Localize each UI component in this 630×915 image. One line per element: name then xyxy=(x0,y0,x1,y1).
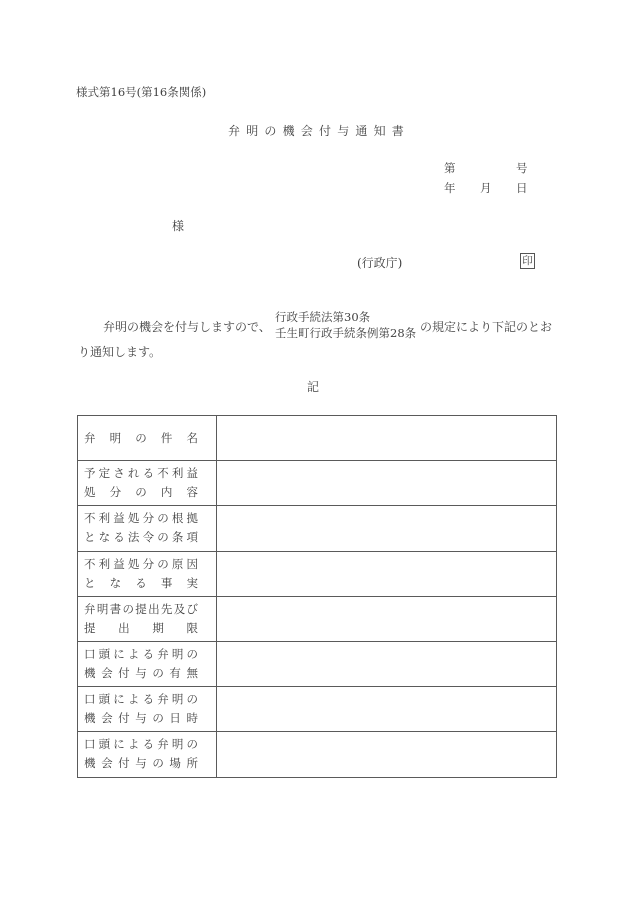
body-text-continuation: の規定により下記のとお xyxy=(420,320,553,334)
label-char: 頭 xyxy=(98,737,111,752)
label-char: の xyxy=(122,601,134,616)
reference-number xyxy=(444,160,534,176)
body-text-closing: り通知します。 xyxy=(78,345,162,359)
date-month: 月 xyxy=(480,181,492,195)
label-char: 明 xyxy=(171,692,184,707)
label-char: る xyxy=(113,530,125,545)
label-char: 弁 xyxy=(157,647,169,662)
table-row xyxy=(78,416,557,461)
notation-ki: 記 xyxy=(307,380,320,394)
label-char: 弁 xyxy=(157,737,169,752)
label-char: 明 xyxy=(96,601,109,616)
label-char: の xyxy=(152,756,164,771)
label-char: 頭 xyxy=(98,647,111,662)
row-value-field[interactable] xyxy=(216,461,556,506)
label-char: 利 xyxy=(98,511,111,526)
label-char: の xyxy=(186,647,198,662)
label-char: 定 xyxy=(98,466,111,481)
reference-date xyxy=(444,180,534,196)
row-value-field[interactable] xyxy=(216,596,556,641)
row-label-line xyxy=(84,619,198,638)
label-char: 会 xyxy=(101,666,113,681)
label-char: 機 xyxy=(84,711,96,726)
label-char: と xyxy=(84,575,96,590)
date-day: 日 xyxy=(516,181,528,195)
label-char: 日 xyxy=(169,711,181,726)
label-char: さ xyxy=(113,466,125,481)
label-char: る xyxy=(142,737,155,752)
label-char: の xyxy=(157,556,169,571)
label-char: 実 xyxy=(186,575,198,590)
label-char: 有 xyxy=(169,666,181,681)
label-char: 所 xyxy=(186,756,198,771)
label-char: 利 xyxy=(171,466,184,481)
label-char: 原 xyxy=(171,556,184,571)
label-char: の xyxy=(157,511,169,526)
row-label-line xyxy=(84,754,198,773)
label-char: 不 xyxy=(84,511,96,526)
label-char: 付 xyxy=(118,711,130,726)
label-char: に xyxy=(113,647,125,662)
label-char: 弁 xyxy=(84,601,96,616)
label-char: 令 xyxy=(142,530,155,545)
label-char: に xyxy=(113,737,125,752)
row-label-line xyxy=(84,645,198,664)
label-char: 場 xyxy=(169,756,181,771)
label-char: る xyxy=(142,647,155,662)
label-char: 根 xyxy=(171,511,184,526)
row-label xyxy=(78,687,217,732)
label-char: 与 xyxy=(135,666,147,681)
label-char: 提 xyxy=(135,601,147,616)
row-label xyxy=(78,596,217,641)
label-char: 会 xyxy=(101,756,113,771)
label-char: 分 xyxy=(142,556,155,571)
table-row xyxy=(78,551,557,596)
label-char: の xyxy=(186,692,198,707)
label-char: 内 xyxy=(160,485,173,500)
label-char: 益 xyxy=(113,511,125,526)
table-row xyxy=(78,687,557,732)
row-value-field[interactable] xyxy=(216,506,556,551)
label-char: な xyxy=(98,530,111,545)
label-char: の xyxy=(135,485,147,500)
row-label-line xyxy=(84,690,198,709)
label-char: よ xyxy=(127,737,140,752)
label-char: 益 xyxy=(113,556,125,571)
label-char: 容 xyxy=(186,485,198,500)
law-option-ordinance: 壬生町行政手続条例第28条 xyxy=(275,326,417,340)
form-number: 様式第16号(第16条関係) xyxy=(76,85,207,99)
label-char: 書 xyxy=(109,601,122,616)
label-char: る xyxy=(135,575,147,590)
label-char: 名 xyxy=(186,430,198,445)
label-char: よ xyxy=(127,647,140,662)
row-label xyxy=(78,506,217,551)
label-char: 明 xyxy=(109,430,122,445)
table-row xyxy=(78,732,557,777)
row-value-field[interactable] xyxy=(216,551,556,596)
row-label-line xyxy=(84,574,198,593)
row-value-field[interactable] xyxy=(216,687,556,732)
label-char: の xyxy=(152,666,164,681)
label-char: 項 xyxy=(186,530,198,545)
label-char: 分 xyxy=(109,485,122,500)
date-year: 年 xyxy=(444,181,456,195)
label-char: に xyxy=(113,692,125,707)
number-prefix: 第 xyxy=(444,161,456,175)
label-char: 弁 xyxy=(84,430,96,445)
label-char: 弁 xyxy=(157,692,169,707)
label-char: 不 xyxy=(84,556,96,571)
label-char: 付 xyxy=(118,666,130,681)
label-char: 分 xyxy=(142,511,155,526)
label-char: び xyxy=(186,601,198,616)
row-label xyxy=(78,551,217,596)
label-char: の xyxy=(152,711,164,726)
label-char: 予 xyxy=(84,466,96,481)
label-char: 会 xyxy=(101,711,113,726)
label-char: れ xyxy=(127,466,140,481)
row-label xyxy=(78,732,217,777)
label-char: よ xyxy=(127,692,140,707)
label-char: 条 xyxy=(171,530,184,545)
label-char: 件 xyxy=(160,430,173,445)
label-char: 口 xyxy=(84,692,96,707)
label-char: 機 xyxy=(84,666,96,681)
label-char: 益 xyxy=(186,466,198,481)
row-value-field[interactable] xyxy=(216,732,556,777)
seal-mark: 印 xyxy=(520,253,535,269)
label-char: る xyxy=(142,692,155,707)
label-char: 拠 xyxy=(186,511,198,526)
row-label xyxy=(78,461,217,506)
row-label-line xyxy=(84,709,198,728)
label-char: 明 xyxy=(171,737,184,752)
row-value-field[interactable] xyxy=(216,641,556,686)
label-char: る xyxy=(142,466,155,481)
label-char: 先 xyxy=(160,601,173,616)
label-char: な xyxy=(109,575,122,590)
law-option-act: 行政手続法第30条 xyxy=(275,310,371,324)
row-label-line xyxy=(84,664,198,683)
row-label xyxy=(78,416,217,461)
label-char: 事 xyxy=(160,575,173,590)
label-char: 与 xyxy=(135,711,147,726)
body-text-intro: 弁明の機会を付与しますので、 xyxy=(103,320,271,334)
label-char: 及 xyxy=(173,601,186,616)
label-char: の xyxy=(135,430,147,445)
label-char: 機 xyxy=(84,756,96,771)
document-title: 弁明の機会付与通知書 xyxy=(228,124,411,138)
label-char: 出 xyxy=(118,620,130,635)
label-char: 口 xyxy=(84,647,96,662)
addressee-honorific: 様 xyxy=(172,219,185,233)
label-char: 処 xyxy=(84,485,96,500)
label-char: 提 xyxy=(84,620,96,635)
row-label-line xyxy=(84,555,198,574)
label-char: 口 xyxy=(84,737,96,752)
table-row xyxy=(78,506,557,551)
label-char: 処 xyxy=(127,556,140,571)
label-char: 明 xyxy=(171,647,184,662)
row-label-line xyxy=(84,600,198,619)
label-char: 因 xyxy=(186,556,198,571)
label-char: 不 xyxy=(157,466,169,481)
label-char: 無 xyxy=(186,666,198,681)
row-label-line xyxy=(84,509,198,528)
label-char: 限 xyxy=(186,620,198,635)
row-value-field[interactable] xyxy=(216,416,556,461)
notice-items-table xyxy=(77,415,557,778)
label-char: 利 xyxy=(98,556,111,571)
row-label-line xyxy=(84,735,198,754)
row-label-line xyxy=(84,483,198,502)
row-label-line xyxy=(84,429,198,448)
label-char: 出 xyxy=(148,601,160,616)
law-options xyxy=(275,309,416,341)
row-label-line xyxy=(84,528,198,547)
row-label xyxy=(78,641,217,686)
number-suffix: 号 xyxy=(516,161,528,175)
table-row xyxy=(78,596,557,641)
label-char: 与 xyxy=(135,756,147,771)
table-row xyxy=(78,641,557,686)
issuing-agency: (行政庁) xyxy=(357,256,403,270)
label-char: の xyxy=(186,737,198,752)
label-char: の xyxy=(157,530,169,545)
label-char: 付 xyxy=(118,756,130,771)
label-char: 頭 xyxy=(98,692,111,707)
label-char: 処 xyxy=(127,511,140,526)
row-label-line xyxy=(84,464,198,483)
label-char: 時 xyxy=(186,711,198,726)
label-char: 法 xyxy=(127,530,140,545)
label-char: 期 xyxy=(152,620,164,635)
table-row xyxy=(78,461,557,506)
label-char: と xyxy=(84,530,96,545)
